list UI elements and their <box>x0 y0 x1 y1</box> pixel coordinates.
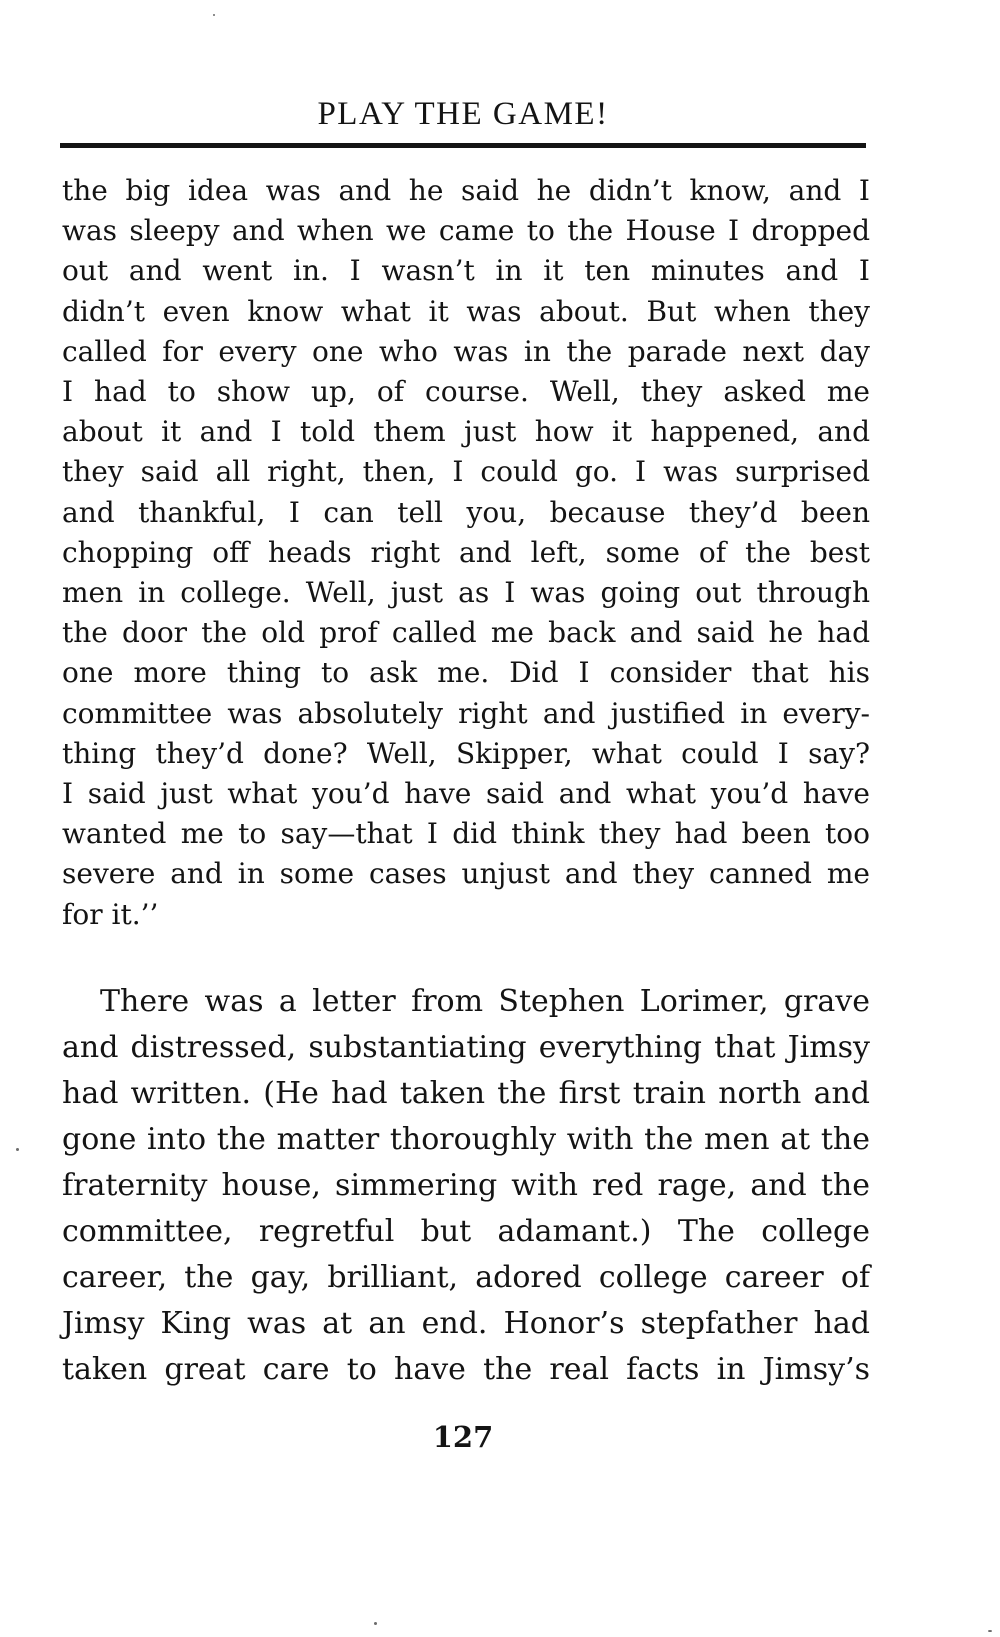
text-line: fraternity house, simmering with red rage, and the <box>62 1168 870 1203</box>
text-line: and distressed, substantiating everything that Jimsy <box>62 1030 870 1065</box>
text-line: wanted me to say—that I did think they had been too <box>62 817 870 851</box>
text-line: taken great care to have the real facts in Jimsy’s <box>62 1352 870 1387</box>
text-line: severe and in some cases unjust and they canned me <box>62 857 870 891</box>
text-line: about it and I told them just how it happened, and <box>62 415 870 449</box>
page-number: 127 <box>432 1420 494 1454</box>
text-line: There was a letter from Stephen Lorimer, grave <box>100 984 870 1019</box>
text-line: one more thing to ask me. Did I consider that his <box>62 656 870 690</box>
text-line: was sleepy and when we came to the House I dropped <box>62 214 870 248</box>
text-line: the big idea was and he said he didn’t know, and I <box>62 174 870 207</box>
text-line: I had to show up, of course. Well, they asked me <box>62 375 870 409</box>
print-speck <box>988 1630 992 1632</box>
text-line: committee was absolutely right and justified in every- <box>62 696 870 730</box>
text-line: and thankful, I can tell you, because they’d been <box>62 495 870 529</box>
text-line: I said just what you’d have said and what you’d have <box>62 777 870 811</box>
print-speck <box>213 14 215 16</box>
text-line: gone into the matter thoroughly with the men at the <box>62 1122 870 1157</box>
running-head: PLAY THE GAME! <box>317 96 609 132</box>
print-speck <box>16 1148 19 1151</box>
text-line: they said all right, then, I could go. I was surprised <box>62 455 870 489</box>
quoted-letter-text <box>62 171 870 935</box>
header-rule <box>60 143 866 148</box>
text-line: thing they’d done? Well, Skipper, what could I say? <box>62 736 870 770</box>
text-line: the door the old prof called me back and said he had <box>62 616 870 650</box>
text-line: career, the gay, brilliant, adored college career of <box>62 1260 870 1295</box>
text-line: men in college. Well, just as I was going out through <box>62 576 870 610</box>
text-line: committee, regretful but adamant.) The college <box>62 1214 870 1249</box>
text-line: Jimsy King was at an end. Honor’s stepfather had <box>62 1306 870 1341</box>
text-line: for it.’’ <box>62 897 159 931</box>
text-line: called for every one who was in the parade next day <box>62 334 870 368</box>
print-speck <box>374 1622 377 1625</box>
text-line: chopping off heads right and left, some of the best <box>62 535 870 569</box>
text-line: out and went in. I wasn’t in it ten minutes and I <box>62 254 870 288</box>
text-line: didn’t even know what it was about. But when they <box>62 294 870 328</box>
text-line: had written. (He had taken the first train north and <box>62 1076 870 1111</box>
body-paragraph <box>62 979 870 1393</box>
